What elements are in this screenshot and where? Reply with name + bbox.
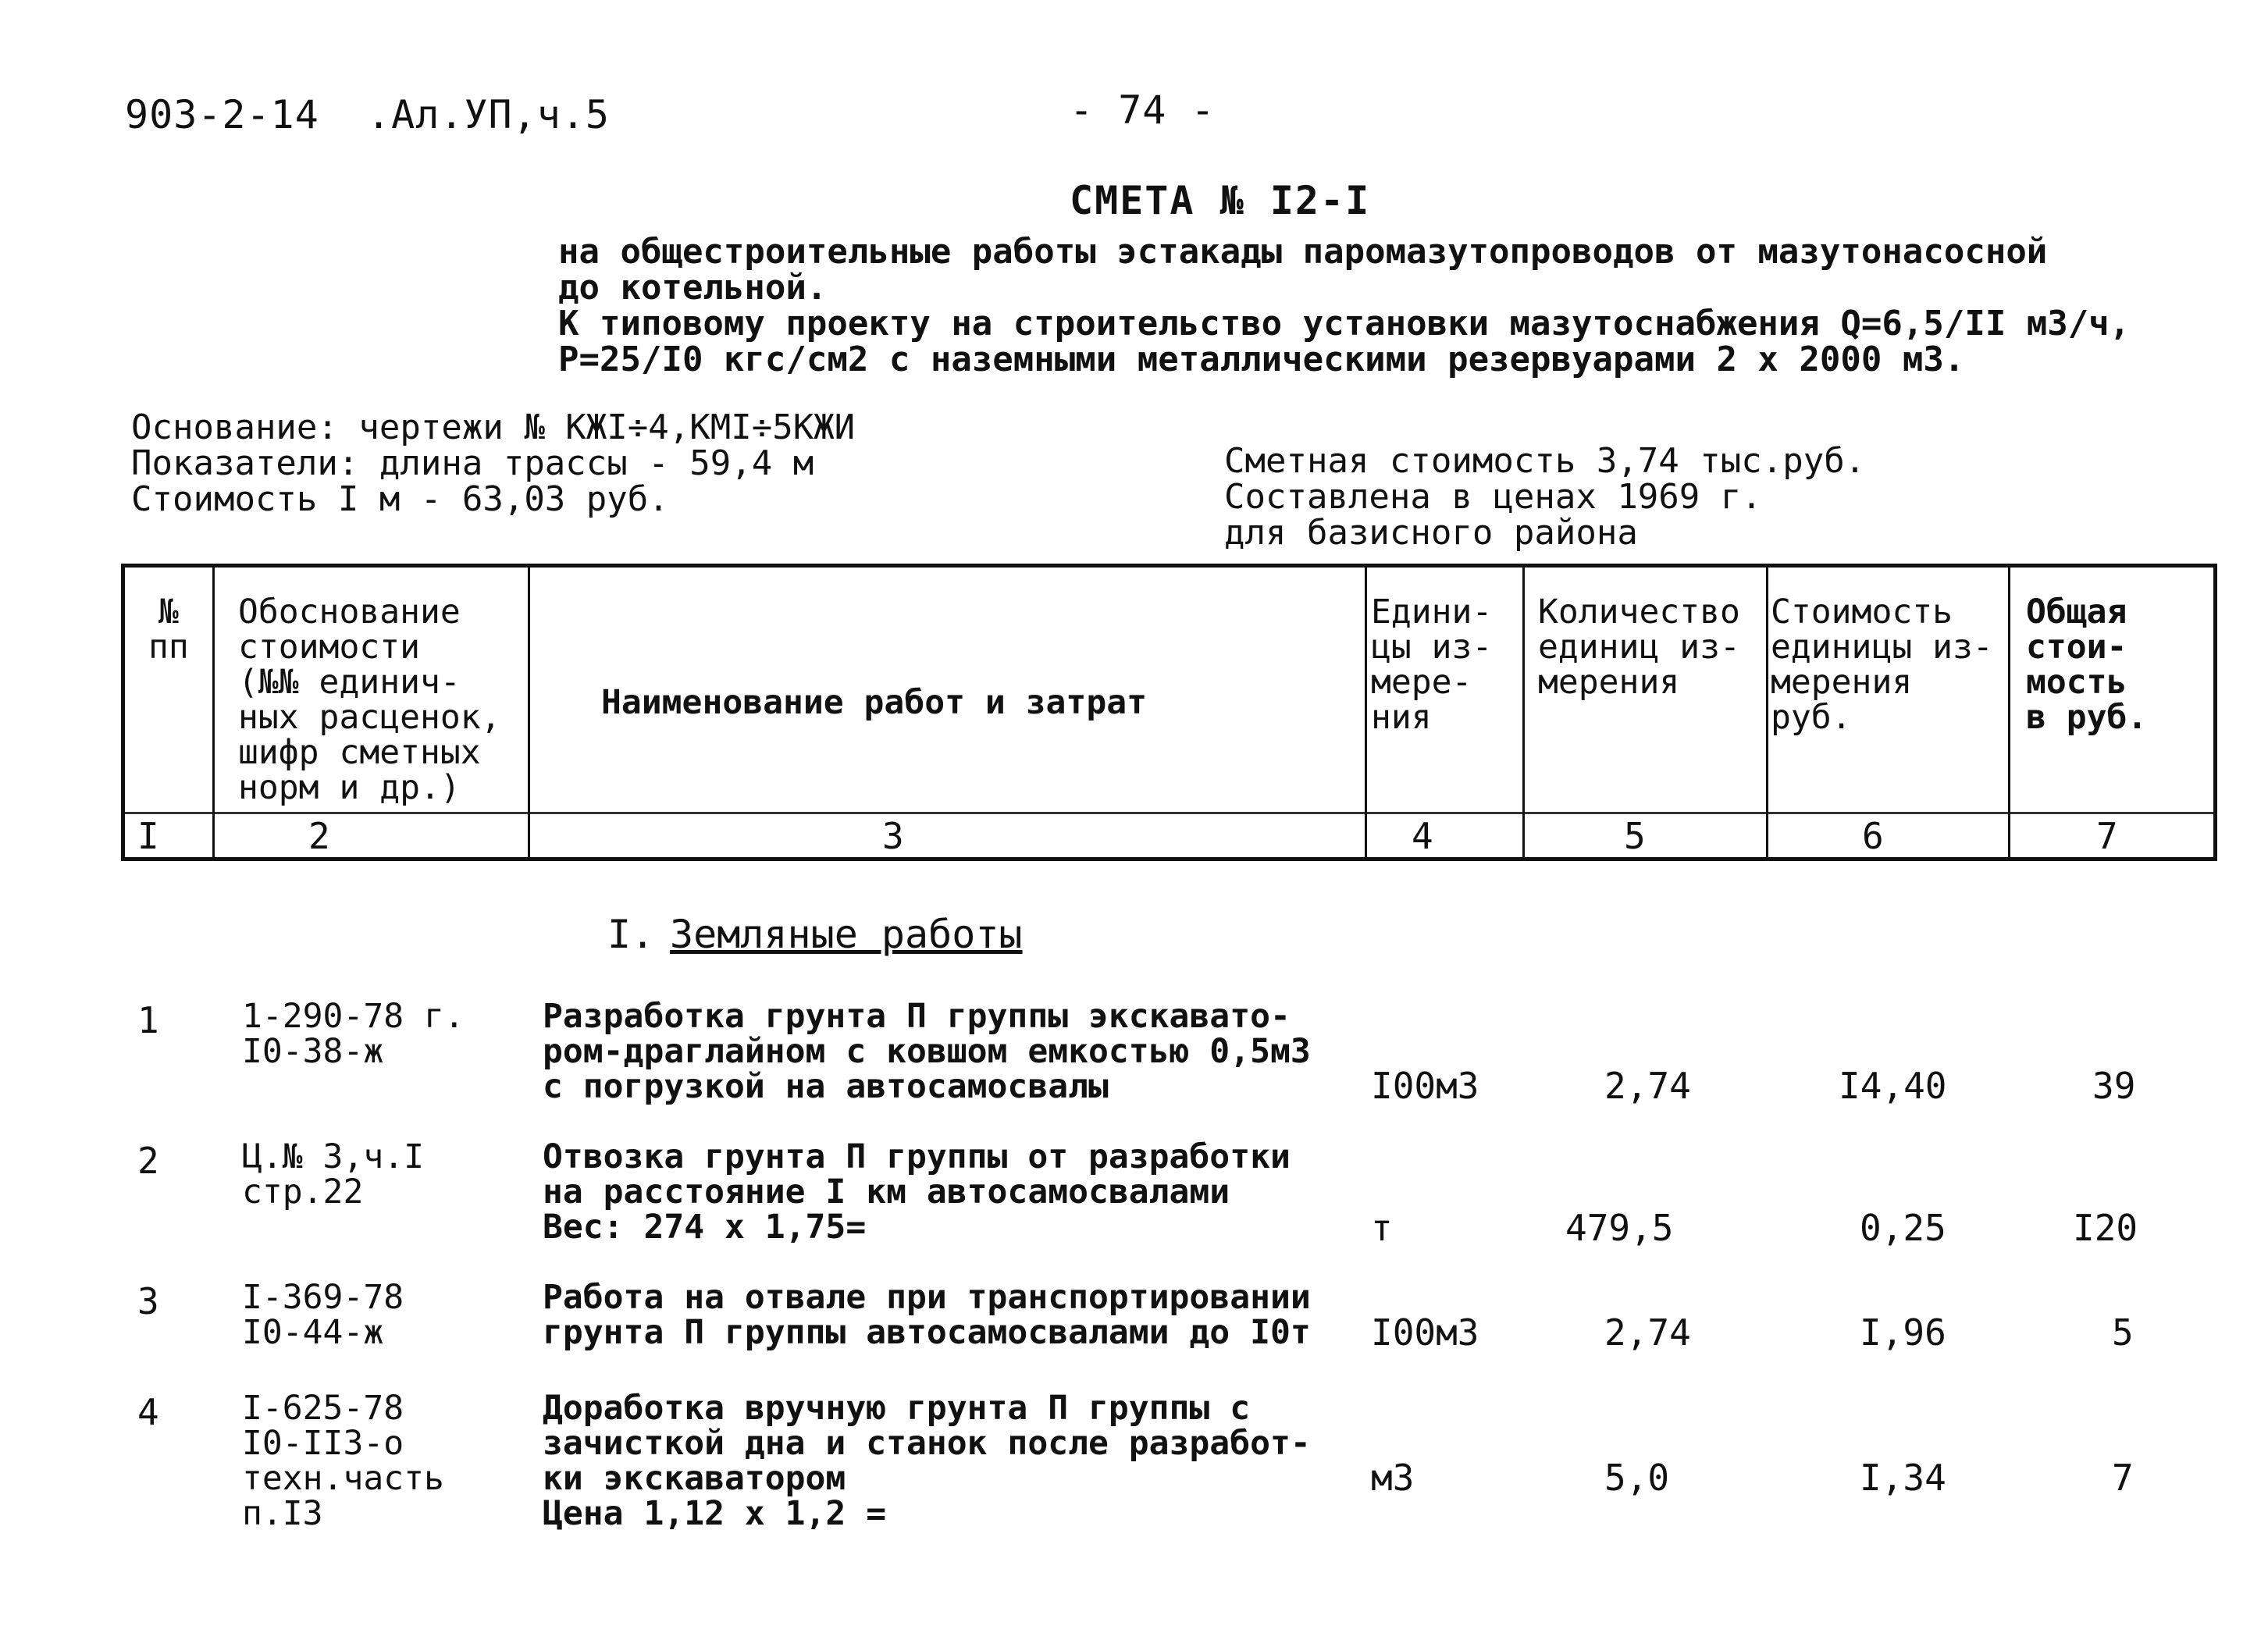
col-header-basis: Обоснование стоимости (№№ единич- ных расценок, шифр сметных норм и др.)	[238, 592, 501, 807]
row-basis: 1-290-78 г. I0-38-ж	[242, 997, 465, 1071]
col-number-6: 6	[1862, 815, 1884, 857]
row-quantity: 479,5	[1565, 1207, 1674, 1249]
col-header-unit-price: Стоимость единицы из- мерения руб.	[1771, 592, 1993, 737]
row-quantity: 2,74	[1604, 1311, 1691, 1354]
row-total: 39	[2092, 1065, 2136, 1107]
row-unit-price: I4,40	[1839, 1065, 1947, 1107]
row-name: Отвозка грунта П группы от разработки на расстояние I км автосамосвалами Вес: 274 х 1,75=	[543, 1137, 1291, 1247]
subtitle-line-1: на общестроительные работы эстакады паромазутопроводов от мазутонасосной	[558, 232, 2048, 272]
col-number-7: 7	[2096, 815, 2118, 857]
row-name: Разработка грунта П группы экскавато- ром-драглайном с ковшом емкостью 0,5м3 с погрузкой на автосамосвалы	[543, 997, 1311, 1106]
album-reference: .Ал.УП,ч.5	[367, 92, 611, 137]
estimate-line-3: для базисного района	[1224, 513, 1638, 553]
row-total: 7	[2112, 1457, 2134, 1499]
row-basis: Ц.№ 3,ч.I стр.22	[242, 1137, 424, 1212]
col-header-number: № пп	[148, 592, 189, 667]
row-number: 2	[137, 1140, 159, 1182]
row-number: 1	[137, 999, 159, 1041]
row-unit: м3	[1371, 1457, 1415, 1499]
row-number: 3	[137, 1280, 159, 1322]
subtitle-line-4: Р=25/I0 кгс/см2 с наземными металлическими резервуарами 2 х 2000 м3.	[558, 340, 1965, 379]
row-basis: I-369-78 I0-44-ж	[242, 1278, 404, 1352]
row-unit-price: I,96	[1860, 1311, 1946, 1354]
col-number-1: I	[137, 815, 159, 857]
col-number-2: 2	[308, 815, 330, 857]
basis-line-1: Основание: чертежи № КЖI÷4,КМI÷5КЖИ	[131, 407, 856, 447]
row-name: Работа на отвале при транспортировании грунта П группы автосамосвалами до I0т	[543, 1278, 1311, 1352]
col-number-5: 5	[1624, 815, 1646, 857]
subtitle-line-2: до котельной.	[558, 268, 828, 308]
col-header-name: Наименование работ и затрат	[601, 683, 1147, 722]
row-number: 4	[137, 1391, 159, 1433]
row-unit: I00м3	[1371, 1065, 1479, 1107]
estimate-line-1: Сметная стоимость 3,74 тыс.руб.	[1224, 441, 1866, 481]
row-name: Доработка вручную грунта П группы с зачисткой дна и станок после разработ- ки экскаватором Цена 1,12 х 1,2 =	[543, 1389, 1311, 1533]
page-number: - 74 -	[1070, 87, 1216, 133]
row-basis: I-625-78 I0-II3-о техн.часть п.I3	[242, 1389, 444, 1533]
section-number: I.	[607, 912, 655, 957]
row-unit: т	[1371, 1207, 1393, 1249]
row-quantity: 2,74	[1604, 1065, 1691, 1107]
col-header-quantity: Количество единиц из- мерения	[1538, 592, 1740, 702]
row-unit: I00м3	[1371, 1311, 1479, 1354]
basis-line-2: Показатели: длина трассы - 59,4 м	[131, 443, 814, 483]
col-number-3: 3	[882, 815, 904, 857]
document-title: СМЕТА № I2-I	[1070, 178, 1371, 223]
section-title: Земляные работы	[670, 912, 1023, 957]
basis-line-3: Стоимость I м - 63,03 руб.	[131, 479, 669, 519]
col-header-unit: Едини- цы из- мере- ния	[1371, 592, 1493, 737]
subtitle-line-3: К типовому проекту на строительство установки мазутоснабжения Q=6,5/II м3/ч,	[558, 304, 2131, 343]
row-total: 5	[2112, 1311, 2134, 1354]
col-number-4: 4	[1412, 815, 1433, 857]
row-quantity: 5,0	[1604, 1457, 1670, 1499]
col-header-total: Общая стои- мость в руб.	[2026, 592, 2148, 737]
row-unit-price: 0,25	[1860, 1207, 1946, 1249]
row-total: I20	[2073, 1207, 2138, 1249]
estimate-line-2: Составлена в ценах 1969 г.	[1224, 477, 1762, 517]
row-unit-price: I,34	[1860, 1457, 1946, 1499]
doc-code: 903-2-14	[125, 92, 319, 137]
